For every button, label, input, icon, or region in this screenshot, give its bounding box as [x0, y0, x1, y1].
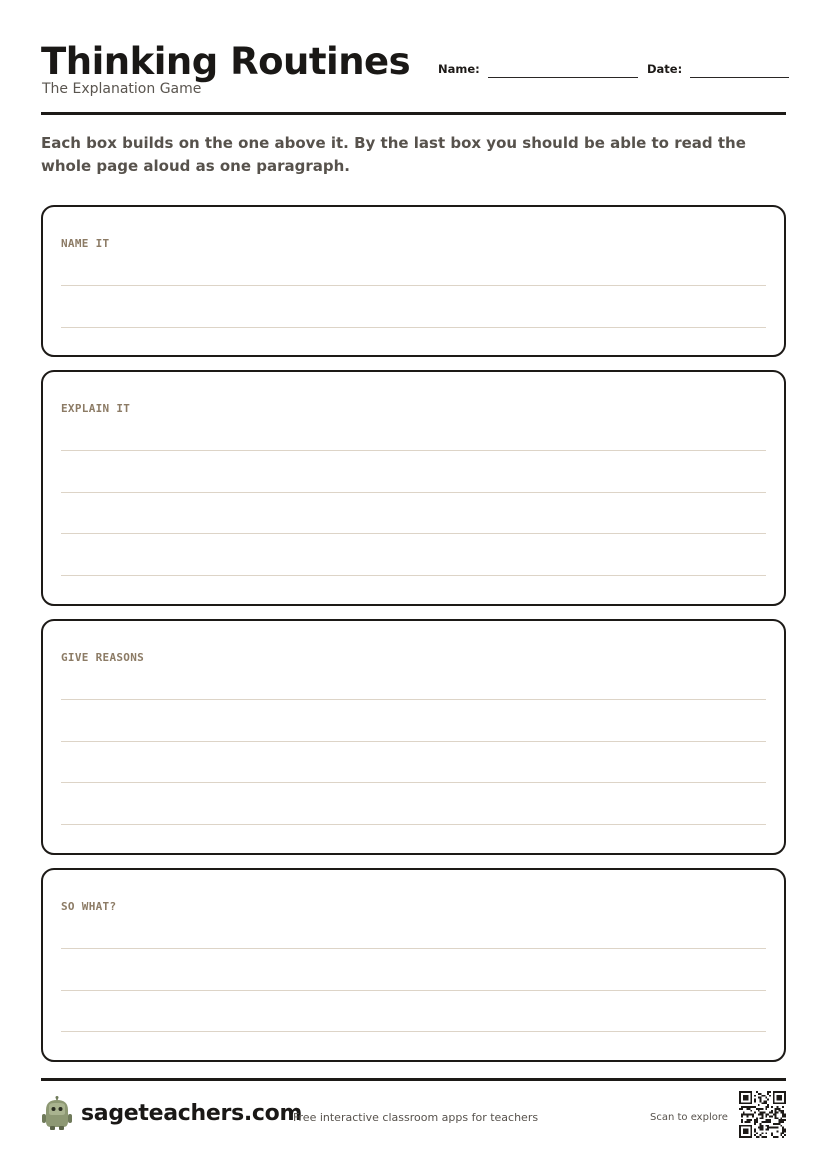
writing-line[interactable] — [61, 285, 766, 286]
box-so-what — [41, 868, 786, 1062]
qr-code-icon[interactable] — [739, 1091, 786, 1138]
writing-line[interactable] — [61, 741, 766, 742]
scan-label: Scan to explore — [650, 1112, 728, 1123]
header-divider — [41, 112, 786, 115]
instructions-text: Each box builds on the one above it. By the last box you should be able to read the whole page aloud as one paragraph. — [41, 134, 746, 175]
writing-line[interactable] — [61, 782, 766, 783]
brand-name[interactable]: sageteachers.com — [81, 1101, 303, 1126]
page-subtitle: The Explanation Game — [42, 81, 202, 97]
writing-line[interactable] — [61, 327, 766, 328]
name-line[interactable] — [488, 64, 638, 78]
box-explain-it — [41, 370, 786, 606]
writing-line[interactable] — [61, 492, 766, 493]
footer-tagline: Free interactive classroom apps for teachers — [293, 1111, 539, 1124]
box-name-it — [41, 205, 786, 357]
footer-divider — [41, 1078, 786, 1081]
box-label: EXPLAIN IT — [61, 402, 131, 415]
writing-line[interactable] — [61, 948, 766, 949]
writing-line[interactable] — [61, 824, 766, 825]
writing-line[interactable] — [61, 1031, 766, 1032]
box-label: GIVE REASONS — [61, 651, 145, 664]
writing-line[interactable] — [61, 533, 766, 534]
box-label: SO WHAT? — [61, 900, 117, 913]
name-label: Name: — [438, 62, 480, 76]
box-give-reasons — [41, 619, 786, 855]
box-label: NAME IT — [61, 237, 110, 250]
date-field[interactable] — [647, 60, 789, 78]
date-label: Date: — [647, 62, 683, 76]
name-field[interactable] — [438, 60, 638, 78]
writing-line[interactable] — [61, 990, 766, 991]
page-title: Thinking Routines — [41, 40, 411, 83]
writing-line[interactable] — [61, 575, 766, 576]
robot-mascot-icon — [42, 1096, 72, 1130]
writing-line[interactable] — [61, 450, 766, 451]
writing-line[interactable] — [61, 699, 766, 700]
date-line[interactable] — [690, 64, 789, 78]
